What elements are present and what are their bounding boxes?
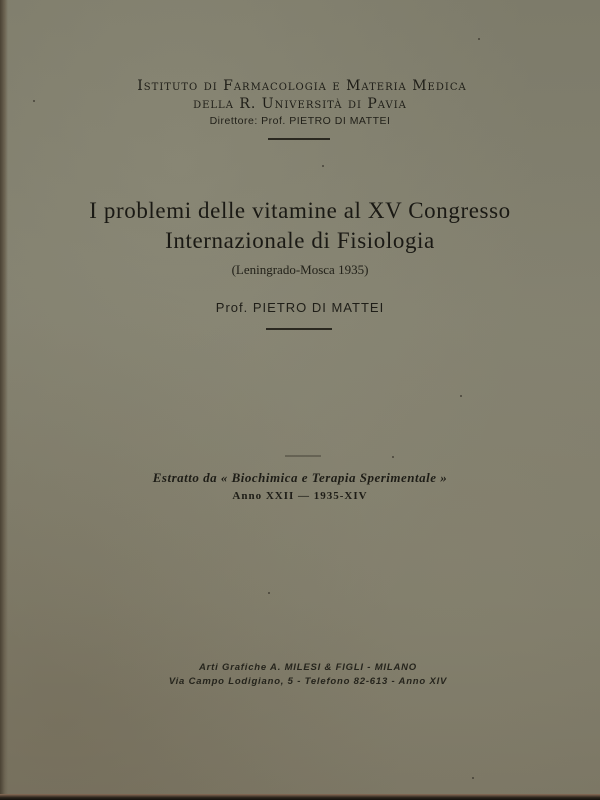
paper-speck	[478, 38, 480, 40]
paper-speck	[392, 456, 394, 458]
extract-source: Estratto da « Biochimica e Terapia Sperimentale »	[152, 470, 448, 485]
title-line-2: Internazionale di Fisiologia	[165, 228, 435, 253]
divider-rule	[266, 328, 332, 330]
printer-address: Via Campo Lodigiano, 5 - Telefono 82-613 - Anno XIV	[168, 676, 448, 687]
paper-speck	[472, 777, 474, 779]
institute-line-1: Istituto di Farmacologia e Materia Medica	[137, 78, 467, 94]
author-line: Prof. PIETRO DI MATTEI	[215, 300, 385, 315]
title-line-1: I problemi delle vitamine al XV Congresso	[89, 198, 511, 223]
page-bottom-edge	[0, 794, 600, 800]
institute-line-2: della R. Università di Pavia	[193, 96, 407, 112]
extract-year: Anno XXII — 1935-XIV	[232, 490, 368, 502]
divider-rule	[268, 138, 330, 140]
director-line: Direttore: Prof. PIETRO DI MATTEI	[209, 115, 391, 127]
subtitle: (Leningrado-Mosca 1935)	[231, 262, 369, 277]
printer-name: Arti Grafiche A. MILESI & FIGLI - MILANO	[199, 662, 417, 673]
paper-speck	[460, 395, 462, 397]
divider-rule-faint	[285, 455, 321, 457]
paper-speck	[322, 165, 324, 167]
paper-speck	[268, 592, 270, 594]
